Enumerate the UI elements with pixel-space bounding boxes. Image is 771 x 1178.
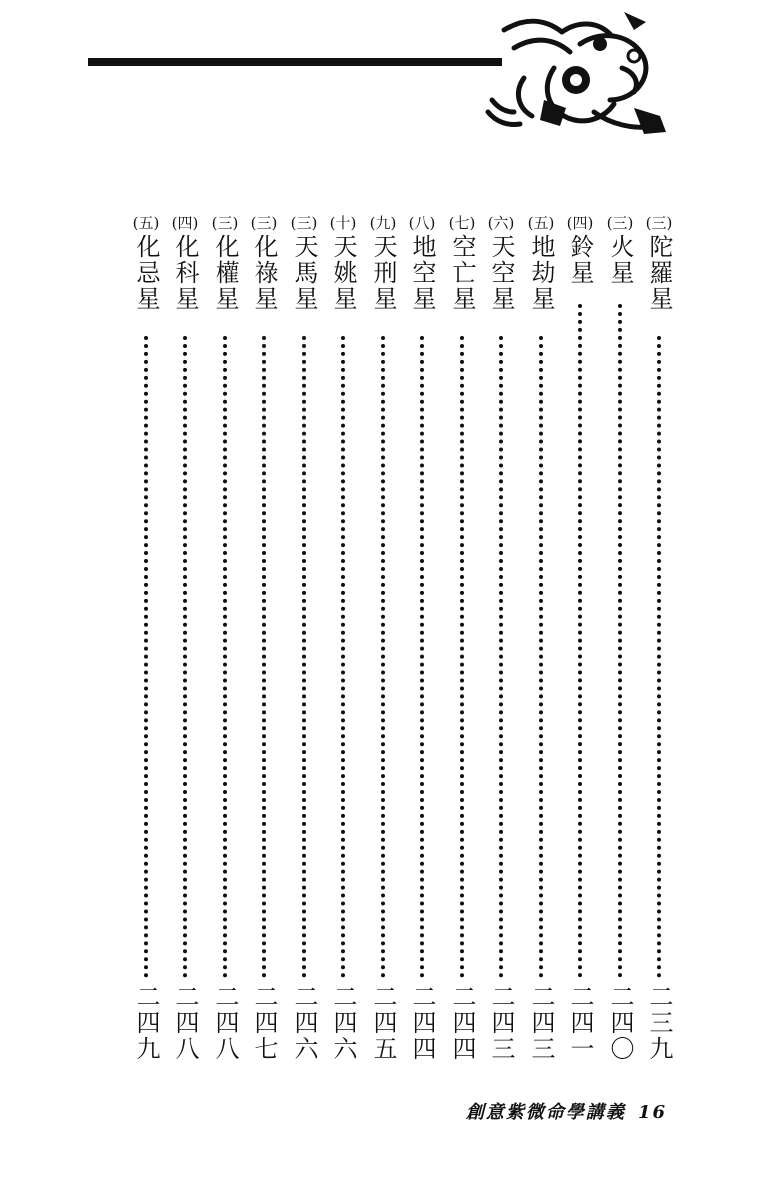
dot-leader [183, 336, 187, 978]
toc-entry [605, 212, 635, 1066]
entry-page: 二四六 [329, 984, 357, 1062]
entry-number: (三) [290, 214, 318, 232]
entry-title: 化權星 [211, 234, 239, 312]
entry-number: (五) [132, 214, 160, 232]
entry-page: 二四一 [566, 984, 594, 1062]
dot-leader [302, 336, 306, 978]
toc-entry [328, 212, 358, 1066]
entry-page: 二四五 [369, 984, 397, 1062]
dot-leader [578, 304, 582, 978]
entry-number: (六) [487, 214, 515, 232]
entry-title: 鈴星 [566, 234, 594, 286]
entry-title: 空亡星 [448, 234, 476, 312]
toc-entry [368, 212, 398, 1066]
entry-page: 二四三 [527, 984, 555, 1062]
entry-page: 二四六 [290, 984, 318, 1062]
entry-page: 二四三 [487, 984, 515, 1062]
dot-leader [460, 336, 464, 978]
dot-leader [144, 336, 148, 978]
toc-entry [565, 212, 595, 1066]
entry-number: (五) [527, 214, 555, 232]
toc-entry [170, 212, 200, 1066]
toc-entry [210, 212, 240, 1066]
toc-entry [526, 212, 556, 1066]
entry-title: 天空星 [487, 234, 515, 312]
dot-leader [618, 304, 622, 978]
dot-leader [341, 336, 345, 978]
entry-title: 化忌星 [132, 234, 160, 312]
entry-title: 火星 [606, 234, 634, 286]
toc-entry [249, 212, 279, 1066]
entry-page: 二四九 [132, 984, 160, 1062]
book-title: 創意紫微命學講義 [465, 1102, 626, 1123]
dot-leader [381, 336, 385, 978]
entry-number: (十) [329, 214, 357, 232]
entry-title: 地劫星 [527, 234, 555, 312]
entry-title: 地空星 [408, 234, 436, 312]
entry-page: 二四八 [171, 984, 199, 1062]
toc-entry [289, 212, 319, 1066]
entry-number: (七) [448, 214, 476, 232]
entry-page: 二四八 [211, 984, 239, 1062]
toc-entry [407, 212, 437, 1066]
entry-page: 二四〇 [606, 984, 634, 1062]
dot-leader [420, 336, 424, 978]
entry-number: (三) [211, 214, 239, 232]
entry-number: (四) [171, 214, 199, 232]
entry-number: (三) [250, 214, 278, 232]
dot-leader [539, 336, 543, 978]
entry-number: (九) [369, 214, 397, 232]
entry-page: 二四七 [250, 984, 278, 1062]
page-footer [466, 1098, 667, 1124]
entry-page: 二三九 [645, 984, 673, 1062]
entry-page: 二四四 [408, 984, 436, 1062]
entry-title: 陀羅星 [645, 234, 673, 312]
entry-number: (八) [408, 214, 436, 232]
entry-title: 天刑星 [369, 234, 397, 312]
toc-entry [447, 212, 477, 1066]
entry-title: 天馬星 [290, 234, 318, 312]
toc-entry [131, 212, 161, 1066]
toc-entry [486, 212, 516, 1066]
entry-number: (三) [645, 214, 673, 232]
dot-leader [499, 336, 503, 978]
entry-page: 二四四 [448, 984, 476, 1062]
dot-leader [223, 336, 227, 978]
entry-number: (三) [606, 214, 634, 232]
toc-entry [644, 212, 674, 1066]
dot-leader [657, 336, 661, 978]
page-number: 16 [637, 1102, 667, 1123]
entry-title: 天姚星 [329, 234, 357, 312]
entry-title: 化科星 [171, 234, 199, 312]
dot-leader [262, 336, 266, 978]
entry-title: 化祿星 [250, 234, 278, 312]
entry-number: (四) [566, 214, 594, 232]
